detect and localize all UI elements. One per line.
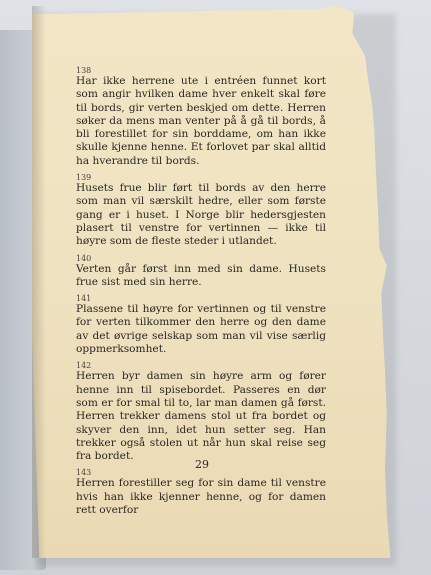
section-number: 138	[76, 66, 92, 75]
section-number: 140	[76, 253, 92, 263]
section-text: Herren forestiller seg for sin dame til venstre hvis han ikke kjenner henne, og for damen rett overfor	[76, 477, 326, 517]
section-text: Verten går først inn med sin dame. Husets frue sist med sin herre.	[76, 262, 326, 288]
page-text	[76, 66, 326, 519]
section-text: Har ikke herrene ute i entréen funnet kort som angir hvilken dame hver enkelt skal føre til bords, gir verten beskjed om dette. Herren søker da mens man venter på å gå til bords, å bli forestillet for sin borddame, om han ikke skulle kjenne henne. Et forlovet par skal alltid ha hverandre til bords.	[76, 75, 326, 167]
section-number: 143	[76, 468, 92, 478]
page-gutter	[32, 6, 46, 558]
section-text: Husets frue blir ført til bords av den herre som man vil særskilt hedre, eller som første gang er i huset. I Norge blir hedersgjesten plasert til venstre for vertinnen — ikke til høyre som de fleste steder i utlandet.	[76, 182, 326, 248]
section-number: 141	[76, 294, 92, 304]
section-number: 142	[76, 361, 92, 371]
section-number: 139	[76, 173, 92, 183]
section-text: Plassene til høyre for vertinnen og til venstre for verten tilkommer den herre og den dame av det øvrige selskap som man vil vise særlig oppmerksomhet.	[76, 303, 326, 356]
page-number: 29	[195, 458, 209, 471]
section-text: Herren byr damen sin høyre arm og fører henne inn til spisebordet. Passeres en dør som er for smal til to, lar man damen gå først. Herren trekker damens stol ut fra bordet og skyver den inn, idet hun setter seg. Han trekker også stolen ut når hun skal reise seg fra bordet.	[76, 370, 326, 463]
